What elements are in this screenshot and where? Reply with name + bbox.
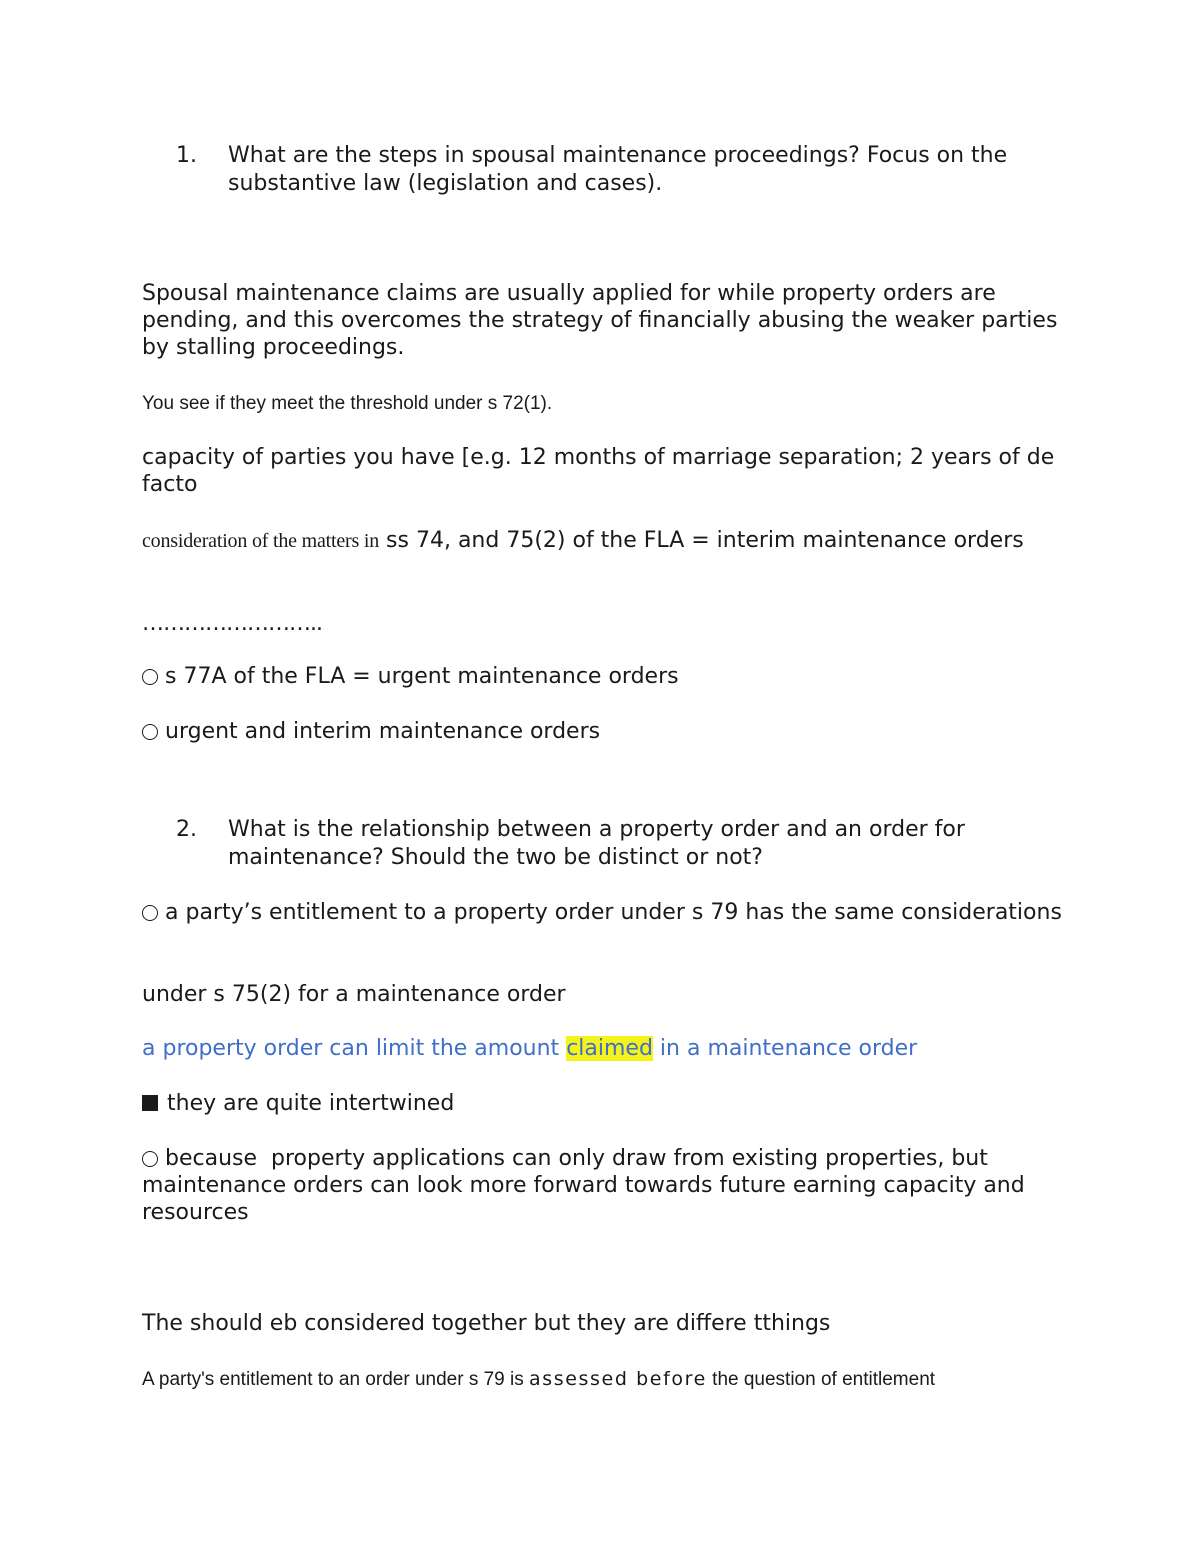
paragraph-threshold: You see if they meet the threshold under s 72(1).: [142, 393, 553, 414]
bullet-77a-text: s 77A of the FLA = urgent maintenance orders: [165, 664, 679, 689]
highlighted-word: claimed: [566, 1036, 653, 1061]
circle-bullet-icon: [142, 1151, 158, 1167]
paragraph-under-75: under s 75(2) for a maintenance order: [142, 982, 566, 1007]
question-1-text: What are the steps in spousal maintenance proceedings? Focus on the substantive law (legislation and cases).: [228, 143, 1008, 196]
dotted-separator: ……………………..: [142, 611, 322, 636]
bullet-entitlement: [142, 899, 1072, 926]
circle-bullet-icon: [142, 724, 158, 740]
paragraph-capacity: capacity of parties you have [e.g. 12 months of marriage separation; 2 years of de facto: [142, 445, 1055, 497]
circle-bullet-icon: [142, 669, 158, 685]
bullet-intertwined: [142, 1090, 1072, 1117]
paragraph-together: The should eb considered together but they are differe tthings: [142, 1311, 831, 1336]
question-2-text: What is the relationship between a property order and an order for maintenance? Should the two be distinct or not?: [228, 817, 965, 870]
bullet-77a: [142, 663, 1072, 690]
bullet-urgent: [142, 718, 1072, 745]
bullet-entitlement-text: a party’s entitlement to a property order under s 79 has the same considerations: [165, 900, 1062, 925]
question-2-number: 2.: [176, 817, 197, 842]
blue-text-before: a property order can limit the amount: [142, 1036, 567, 1061]
bullet-urgent-text: urgent and interim maintenance orders: [165, 719, 601, 744]
circle-bullet-icon: [142, 905, 158, 921]
paragraph-consideration: [142, 527, 1072, 555]
bullet-intertwined-text: they are quite intertwined: [167, 1091, 455, 1116]
consideration-sans-text: ss 74, and 75(2) of the FLA = interim maintenance orders: [379, 528, 1024, 553]
question-1-number: 1.: [176, 143, 197, 168]
last-text-before: A party's entitlement to an order under s 79 is: [142, 1369, 530, 1390]
paragraph-blue: [142, 1035, 1072, 1062]
consideration-serif-text: consideration of the matters in: [142, 530, 380, 552]
paragraph-last: [142, 1367, 1102, 1392]
last-text-after: the question of entitlement: [706, 1369, 936, 1390]
paragraph-claims: Spousal maintenance claims are usually applied for while property orders are pending, and this overcomes the strategy of financially abusing the weaker parties by stalling proceedings.: [142, 281, 1058, 360]
bullet-because: [142, 1145, 1072, 1226]
square-bullet-icon: [142, 1095, 158, 1111]
blue-text-after: in a maintenance order: [652, 1036, 918, 1061]
last-emphasis: assessed before: [529, 1368, 707, 1390]
bullet-because-text: because property applications can only draw from existing properties, but maintenance orders can look more forward towards future earning capacity and resources: [142, 1146, 1032, 1225]
